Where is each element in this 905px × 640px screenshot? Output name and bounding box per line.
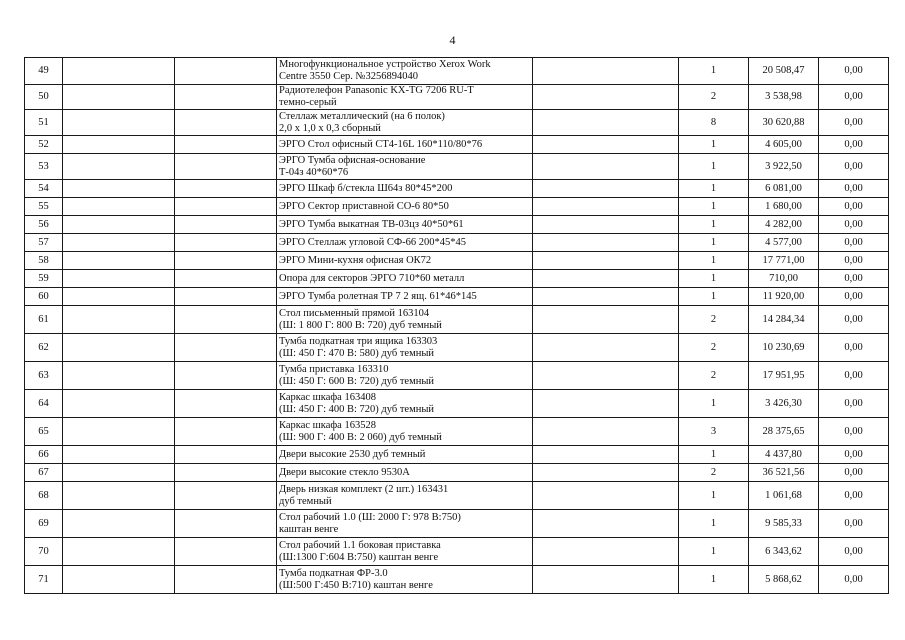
- item-sum: 5 868,62: [749, 566, 819, 594]
- blank-cell: [533, 390, 679, 418]
- item-sum: 4 605,00: [749, 136, 819, 154]
- blank-cell: [63, 482, 175, 510]
- item-residual: 0,00: [819, 464, 889, 482]
- blank-cell: [175, 58, 277, 85]
- item-sum: 10 230,69: [749, 334, 819, 362]
- blank-cell: [175, 566, 277, 594]
- item-quantity: 1: [679, 538, 749, 566]
- item-quantity: 1: [679, 58, 749, 85]
- blank-cell: [533, 446, 679, 464]
- blank-cell: [175, 234, 277, 252]
- item-quantity: 1: [679, 198, 749, 216]
- item-residual: 0,00: [819, 566, 889, 594]
- item-name: ЭРГО Стол офисный СТ4-16L 160*110/80*76: [277, 136, 533, 154]
- blank-cell: [63, 446, 175, 464]
- blank-cell: [533, 154, 679, 180]
- item-sum: 9 585,33: [749, 510, 819, 538]
- table-row: [25, 216, 889, 234]
- blank-cell: [63, 510, 175, 538]
- table-row: [25, 58, 889, 85]
- item-residual: 0,00: [819, 538, 889, 566]
- row-number: 68: [25, 482, 63, 510]
- item-sum: 17 771,00: [749, 252, 819, 270]
- table-row: [25, 270, 889, 288]
- table-row: [25, 85, 889, 110]
- blank-cell: [533, 58, 679, 85]
- item-residual: 0,00: [819, 216, 889, 234]
- item-quantity: 1: [679, 270, 749, 288]
- row-number: 59: [25, 270, 63, 288]
- item-name: ЭРГО Сектор приставной СО-6 80*50: [277, 198, 533, 216]
- blank-cell: [175, 110, 277, 136]
- item-name: ЭРГО Шкаф б/стекла Ш64з 80*45*200: [277, 180, 533, 198]
- item-name: ЭРГО Тумба офисная-основание Т-04з 40*60*76: [277, 154, 533, 180]
- blank-cell: [533, 180, 679, 198]
- item-sum: 4 577,00: [749, 234, 819, 252]
- item-residual: 0,00: [819, 418, 889, 446]
- row-number: 66: [25, 446, 63, 464]
- item-sum: 3 426,30: [749, 390, 819, 418]
- blank-cell: [63, 390, 175, 418]
- blank-cell: [175, 482, 277, 510]
- inventory-table: [24, 57, 889, 594]
- item-sum: 17 951,95: [749, 362, 819, 390]
- item-residual: 0,00: [819, 136, 889, 154]
- row-number: 58: [25, 252, 63, 270]
- table-row: [25, 510, 889, 538]
- item-residual: 0,00: [819, 252, 889, 270]
- item-sum: 28 375,65: [749, 418, 819, 446]
- item-quantity: 1: [679, 154, 749, 180]
- blank-cell: [63, 306, 175, 334]
- item-residual: 0,00: [819, 510, 889, 538]
- item-residual: 0,00: [819, 446, 889, 464]
- blank-cell: [63, 288, 175, 306]
- item-quantity: 1: [679, 288, 749, 306]
- blank-cell: [63, 154, 175, 180]
- table-row: [25, 198, 889, 216]
- item-name: Двери высокие стекло 9530А: [277, 464, 533, 482]
- item-residual: 0,00: [819, 154, 889, 180]
- row-number: 51: [25, 110, 63, 136]
- row-number: 52: [25, 136, 63, 154]
- table-row: [25, 154, 889, 180]
- blank-cell: [63, 136, 175, 154]
- blank-cell: [533, 482, 679, 510]
- table-row: [25, 288, 889, 306]
- blank-cell: [63, 334, 175, 362]
- item-sum: 3 922,50: [749, 154, 819, 180]
- blank-cell: [175, 538, 277, 566]
- blank-cell: [175, 390, 277, 418]
- blank-cell: [175, 154, 277, 180]
- blank-cell: [175, 446, 277, 464]
- item-residual: 0,00: [819, 362, 889, 390]
- blank-cell: [175, 270, 277, 288]
- table-row: [25, 446, 889, 464]
- blank-cell: [63, 464, 175, 482]
- item-sum: 20 508,47: [749, 58, 819, 85]
- item-name: Каркас шкафа 163528 (Ш: 900 Г: 400 В: 2 060) дуб темный: [277, 418, 533, 446]
- blank-cell: [533, 464, 679, 482]
- item-name: Тумба подкатная три ящика 163303 (Ш: 450 Г: 470 В: 580) дуб темный: [277, 334, 533, 362]
- blank-cell: [63, 538, 175, 566]
- item-sum: 6 081,00: [749, 180, 819, 198]
- item-name: ЭРГО Стеллаж угловой СФ-66 200*45*45: [277, 234, 533, 252]
- item-quantity: 1: [679, 566, 749, 594]
- item-name: Опора для секторов ЭРГО 710*60 металл: [277, 270, 533, 288]
- table-row: [25, 334, 889, 362]
- item-name: Стол рабочий 1.1 боковая приставка (Ш:1300 Г:604 В:750) каштан венге: [277, 538, 533, 566]
- page-number: 4: [449, 33, 456, 47]
- item-quantity: 1: [679, 180, 749, 198]
- item-quantity: 2: [679, 362, 749, 390]
- item-sum: 36 521,56: [749, 464, 819, 482]
- item-quantity: 2: [679, 464, 749, 482]
- row-number: 56: [25, 216, 63, 234]
- row-number: 55: [25, 198, 63, 216]
- table-row: [25, 306, 889, 334]
- blank-cell: [533, 270, 679, 288]
- item-name: Стеллаж металлический (на 6 полок) 2,0 x 1,0 x 0,3 сборный: [277, 110, 533, 136]
- blank-cell: [63, 58, 175, 85]
- blank-cell: [533, 85, 679, 110]
- blank-cell: [63, 270, 175, 288]
- item-residual: 0,00: [819, 110, 889, 136]
- blank-cell: [533, 216, 679, 234]
- blank-cell: [533, 418, 679, 446]
- row-number: 71: [25, 566, 63, 594]
- blank-cell: [175, 334, 277, 362]
- item-name: Радиотелефон Panasonic KX-TG 7206 RU-T темно-серый: [277, 85, 533, 110]
- item-residual: 0,00: [819, 390, 889, 418]
- blank-cell: [175, 362, 277, 390]
- blank-cell: [175, 85, 277, 110]
- blank-cell: [533, 252, 679, 270]
- row-number: 49: [25, 58, 63, 85]
- blank-cell: [533, 334, 679, 362]
- blank-cell: [175, 180, 277, 198]
- item-name: Стол письменный прямой 163104 (Ш: 1 800 Г: 800 В: 720) дуб темный: [277, 306, 533, 334]
- table-row: [25, 390, 889, 418]
- item-sum: 710,00: [749, 270, 819, 288]
- item-residual: 0,00: [819, 288, 889, 306]
- row-number: 69: [25, 510, 63, 538]
- item-name: Тумба приставка 163310 (Ш: 450 Г: 600 В: 720) дуб темный: [277, 362, 533, 390]
- table-row: [25, 136, 889, 154]
- blank-cell: [175, 288, 277, 306]
- row-number: 65: [25, 418, 63, 446]
- blank-cell: [533, 362, 679, 390]
- row-number: 67: [25, 464, 63, 482]
- blank-cell: [63, 216, 175, 234]
- row-number: 70: [25, 538, 63, 566]
- table-row: [25, 566, 889, 594]
- row-number: 61: [25, 306, 63, 334]
- item-quantity: 2: [679, 306, 749, 334]
- blank-cell: [63, 418, 175, 446]
- item-quantity: 2: [679, 85, 749, 110]
- item-name: ЭРГО Тумба ролетная ТР 7 2 ящ. 61*46*145: [277, 288, 533, 306]
- item-name: Тумба подкатная ФР-3.0 (Ш:500 Г:450 В:710) каштан венге: [277, 566, 533, 594]
- item-quantity: 1: [679, 446, 749, 464]
- item-name: Двери высокие 2530 дуб темный: [277, 446, 533, 464]
- table-row: [25, 252, 889, 270]
- item-name: ЭРГО Тумба выкатная ТВ-03цз 40*50*61: [277, 216, 533, 234]
- blank-cell: [175, 306, 277, 334]
- blank-cell: [533, 306, 679, 334]
- blank-cell: [63, 85, 175, 110]
- blank-cell: [175, 216, 277, 234]
- item-quantity: 1: [679, 482, 749, 510]
- blank-cell: [175, 198, 277, 216]
- table-row: [25, 110, 889, 136]
- blank-cell: [533, 538, 679, 566]
- item-residual: 0,00: [819, 234, 889, 252]
- blank-cell: [533, 510, 679, 538]
- table-row: [25, 234, 889, 252]
- blank-cell: [63, 198, 175, 216]
- row-number: 53: [25, 154, 63, 180]
- blank-cell: [63, 110, 175, 136]
- item-quantity: 3: [679, 418, 749, 446]
- blank-cell: [175, 510, 277, 538]
- blank-cell: [175, 252, 277, 270]
- item-quantity: 1: [679, 136, 749, 154]
- item-residual: 0,00: [819, 306, 889, 334]
- blank-cell: [63, 362, 175, 390]
- table-row: [25, 362, 889, 390]
- blank-cell: [63, 180, 175, 198]
- item-sum: 4 437,80: [749, 446, 819, 464]
- row-number: 54: [25, 180, 63, 198]
- table-row: [25, 464, 889, 482]
- row-number: 64: [25, 390, 63, 418]
- item-quantity: 1: [679, 390, 749, 418]
- table-row: [25, 180, 889, 198]
- item-sum: 6 343,62: [749, 538, 819, 566]
- row-number: 63: [25, 362, 63, 390]
- row-number: 57: [25, 234, 63, 252]
- item-name: ЭРГО Мини-кухня офисная ОК72: [277, 252, 533, 270]
- item-quantity: 2: [679, 334, 749, 362]
- blank-cell: [175, 464, 277, 482]
- blank-cell: [63, 234, 175, 252]
- item-quantity: 1: [679, 510, 749, 538]
- blank-cell: [533, 234, 679, 252]
- blank-cell: [175, 136, 277, 154]
- item-name: Стол рабочий 1.0 (Ш: 2000 Г: 978 В:750) каштан венге: [277, 510, 533, 538]
- item-name: Каркас шкафа 163408 (Ш: 450 Г: 400 В: 720) дуб темный: [277, 390, 533, 418]
- blank-cell: [63, 566, 175, 594]
- table-row: [25, 482, 889, 510]
- item-sum: 4 282,00: [749, 216, 819, 234]
- item-sum: 30 620,88: [749, 110, 819, 136]
- item-sum: 1 061,68: [749, 482, 819, 510]
- item-residual: 0,00: [819, 58, 889, 85]
- blank-cell: [533, 110, 679, 136]
- table-row: [25, 538, 889, 566]
- item-residual: 0,00: [819, 334, 889, 362]
- blank-cell: [63, 252, 175, 270]
- blank-cell: [533, 198, 679, 216]
- item-residual: 0,00: [819, 270, 889, 288]
- item-residual: 0,00: [819, 482, 889, 510]
- item-sum: 1 680,00: [749, 198, 819, 216]
- row-number: 60: [25, 288, 63, 306]
- blank-cell: [533, 288, 679, 306]
- item-name: Дверь низкая комплект (2 шт.) 163431 дуб темный: [277, 482, 533, 510]
- item-residual: 0,00: [819, 198, 889, 216]
- table-row: [25, 418, 889, 446]
- blank-cell: [533, 566, 679, 594]
- item-quantity: 8: [679, 110, 749, 136]
- blank-cell: [533, 136, 679, 154]
- item-residual: 0,00: [819, 180, 889, 198]
- item-residual: 0,00: [819, 85, 889, 110]
- item-name: Многофункциональное устройство Xerox Work Centre 3550 Сер. №3256894040: [277, 58, 533, 85]
- row-number: 62: [25, 334, 63, 362]
- item-sum: 14 284,34: [749, 306, 819, 334]
- item-quantity: 1: [679, 234, 749, 252]
- blank-cell: [175, 418, 277, 446]
- item-sum: 3 538,98: [749, 85, 819, 110]
- item-sum: 11 920,00: [749, 288, 819, 306]
- item-quantity: 1: [679, 216, 749, 234]
- item-quantity: 1: [679, 252, 749, 270]
- row-number: 50: [25, 85, 63, 110]
